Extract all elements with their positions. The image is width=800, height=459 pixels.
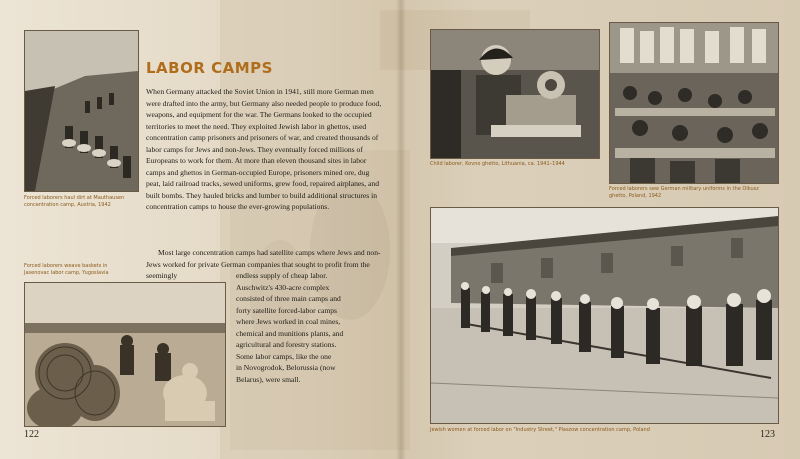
paragraph-2-line: where Jews worked in coal mines, xyxy=(236,317,341,326)
body-paragraph-1 xyxy=(146,86,382,213)
paragraph-1-text: When Germany attacked the Soviet Union in 1941, still more German men were drafted into the army, but Germany also needed people to produce food, weapons, and equipment for the war. The Germans looked to the occupied territories to meet the need. They exploited Jewish labor in ghettos, used concentration camp prisoners and prisoners of war, and created thousands of labor camps for Jews and non-Jews. They eventually forced millions of Europeans to work for them. At more than eleven thousand sites in labor camps and ghettos in German-occupied Europe, prisoners mined ore, dug peat, laid railroad tracks, sewed uniforms, grew food, repaired airplanes, and built bombs. They hauled bricks and lumber to build additional structures in concentration camps to house the ever-growing populations. xyxy=(146,87,382,211)
page-gutter xyxy=(396,0,406,459)
paragraph-2-line: Some labor camps, like the one xyxy=(236,351,332,361)
paragraph-2-text: Most large concentration camps had satellite camps where Jews and non-Jews worked for private German companies that sought to profit from the seemingly xyxy=(146,248,381,280)
paragraph-2-line: chemical and munitions plants, and xyxy=(236,328,344,338)
photo-mauthausen-dirt xyxy=(24,30,139,192)
paragraph-2-line: agricultural and forestry stations. xyxy=(236,340,337,349)
photo-jasenovac-baskets xyxy=(24,282,226,427)
caption-olkusz: Forced laborers sew German military uniforms in the Olkusz ghetto, Poland, 1942 xyxy=(609,186,759,199)
caption-kovno: Child laborer, Kovno ghetto, Lithuania, ca. 1941–1944 xyxy=(430,161,565,167)
paragraph-2-line: in Novogrodok, Belorussia (now xyxy=(236,363,336,372)
page-title: LABOR CAMPS xyxy=(146,59,273,77)
page-number-right: 123 xyxy=(760,429,775,440)
page-number-left: 122 xyxy=(24,429,39,440)
paragraph-2-line: consisted of three main camps and xyxy=(236,294,341,303)
caption-mauthausen: Forced laborers haul dirt at Mauthausen concentration camp, Austria, 1942 xyxy=(24,195,125,208)
paragraph-2-line: Auschwitz's 430-acre complex xyxy=(236,282,330,292)
caption-plaszow: Jewish women at forced labor on "Industry Street," Plaszow concentration camp, Poland xyxy=(430,427,650,433)
body-paragraph-2-narrow xyxy=(236,270,386,385)
photo-kovno-child xyxy=(430,29,600,159)
paragraph-2-line: endless supply of cheap labor. xyxy=(236,271,328,280)
photo-olkusz-sewing xyxy=(609,22,779,184)
caption-jasenovac: Forced laborers weave baskets in Jasenovac labor camp, Yugoslavia xyxy=(24,263,109,276)
photo-plaszow-women xyxy=(430,207,779,424)
paragraph-2-line: forty satellite forced-labor camps xyxy=(236,305,337,315)
paragraph-2-line: Belarus), were small. xyxy=(236,374,301,384)
